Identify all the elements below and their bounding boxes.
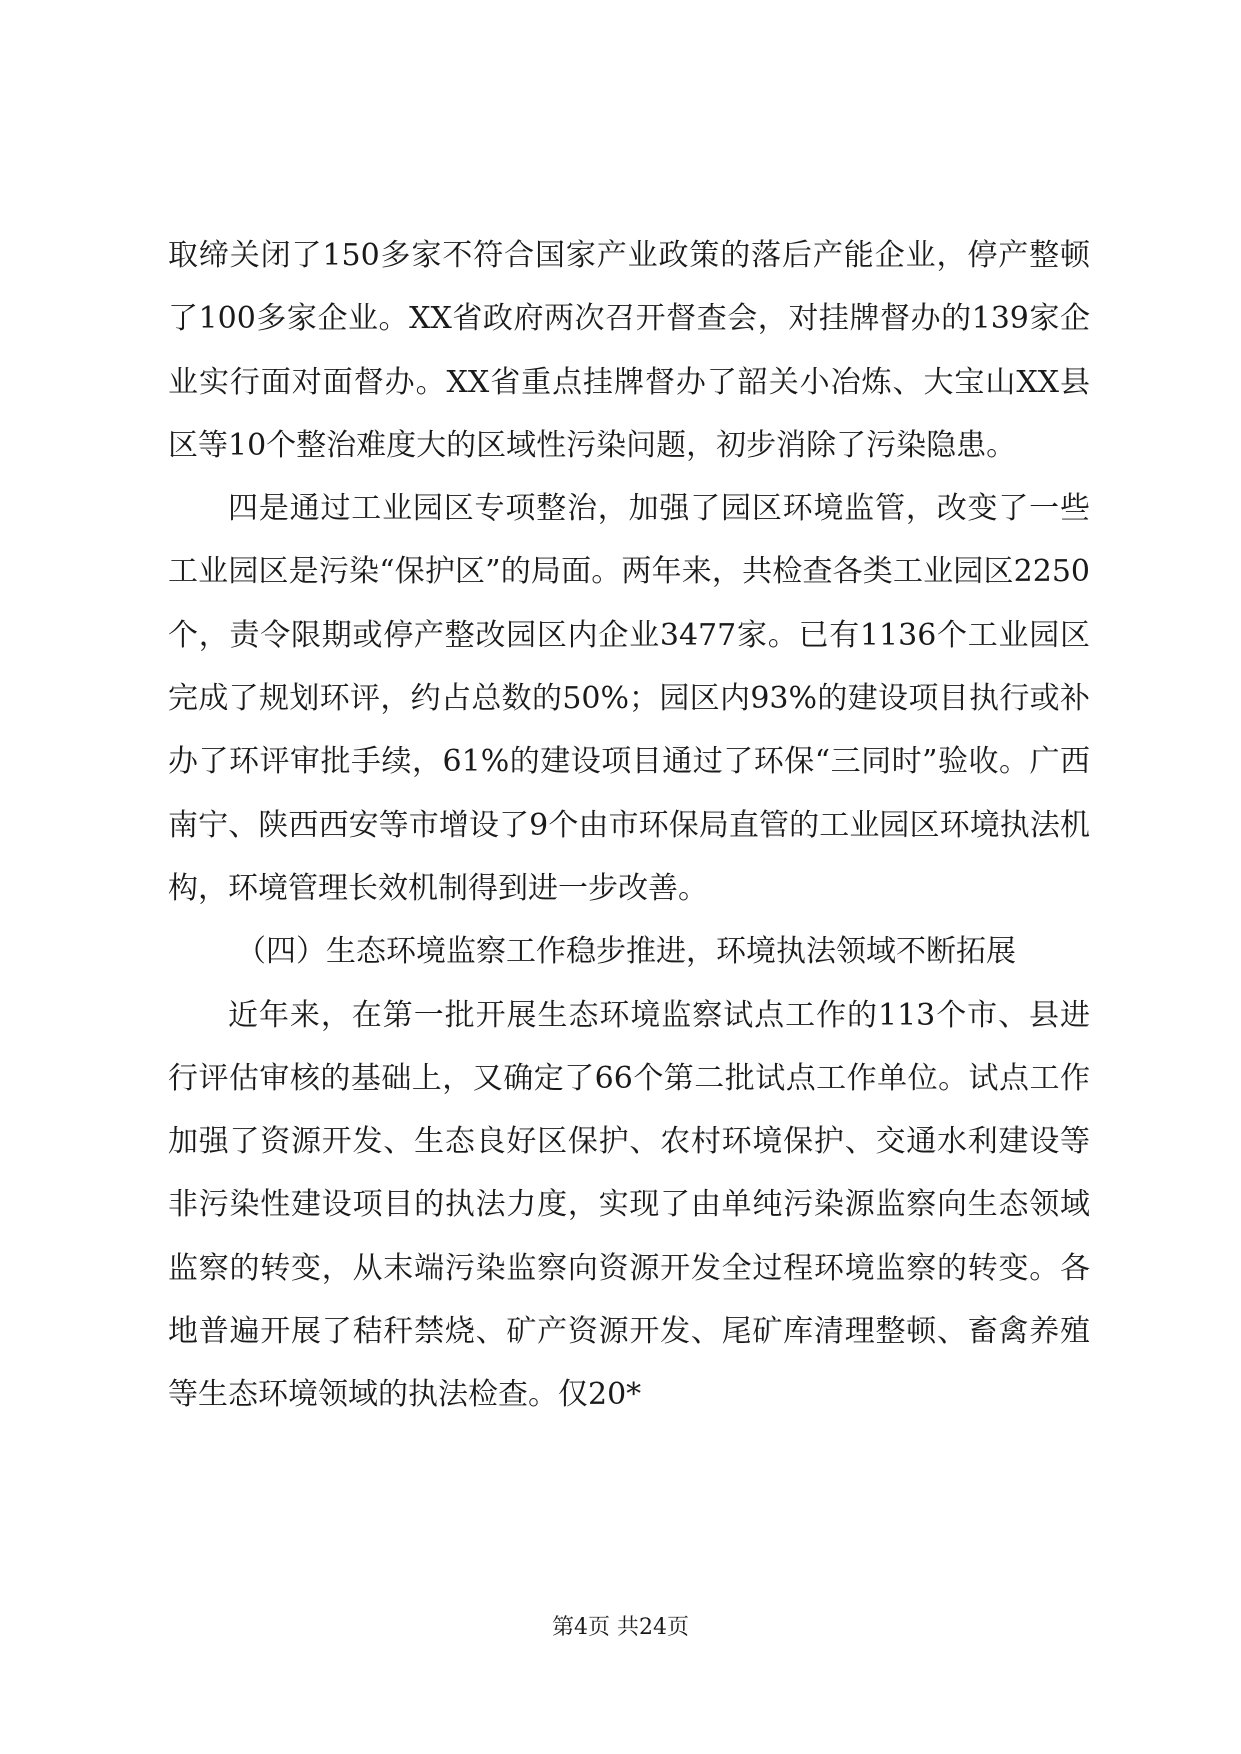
paragraph-continuation: 取缔关闭了150多家不符合国家产业政策的落后产能企业，停产整顿了100多家企业。XX省政府两次召开督查会，对挂牌督办的139家企业实行面对面督办。XX省重点挂牌督办了韶关小冶炼、大宝山XX县区等10个整治难度大的区域性污染问题，初步消除了污染隐患。 (168, 238, 1090, 463)
document-body (168, 224, 1090, 1427)
page-number-footer: 第4页 共24页 (552, 1615, 689, 1640)
paragraph-ecological-supervision: 近年来，在第一批开展生态环境监察试点工作的113个市、县进行评估审核的基础上，又确定了66个第二批试点工作单位。试点工作加强了资源开发、生态良好区保护、农村环境保护、交通水利建设等非污染性建设项目的执法力度，实现了由单纯污染源监察向生态领域监察的转变，从末端污染监察向资源开发全过程环境监察的转变。各地普遍开展了秸秆禁烧、矿产资源开发、尾矿库清理整顿、畜禽养殖等生态环境领域的执法检查。仅20* (168, 997, 1090, 1413)
section-heading: （四）生态环境监察工作稳步推进，环境执法领域不断拓展 (236, 934, 1016, 970)
paragraph-industrial-parks: 四是通过工业园区专项整治，加强了园区环境监管，改变了一些工业园区是污染“保护区”的局面。两年来，共检查各类工业园区2250个，责令限期或停产整改园区内企业3477家。已有1136个工业园区完成了规划环评，约占总数的50%；园区内93%的建设项目执行或补办了环评审批手续，61%的建设项目通过了环保“三同时”验收。广西南宁、陕西西安等市增设了9个由市环保局直管的工业园区环境执法机构，环境管理长效机制得到进一步改善。 (168, 491, 1090, 906)
